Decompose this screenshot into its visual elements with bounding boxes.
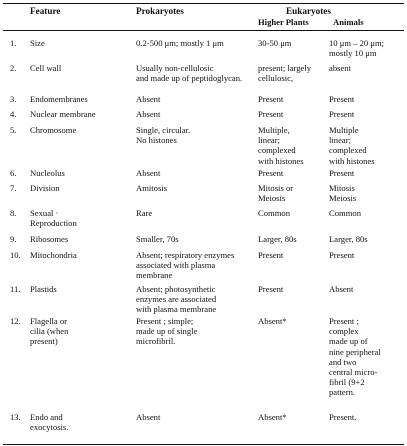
cell-plants: Present: [258, 109, 284, 119]
row-number: 3.: [10, 94, 17, 104]
cell-plants: present; largely: [258, 63, 312, 73]
cell-prok: Absent: [136, 94, 161, 104]
row-number: 8.: [10, 208, 17, 218]
cell-animals: linear;: [329, 135, 351, 146]
cell-animals: Mitosis: [329, 183, 355, 193]
cell-plants: complexed: [258, 145, 296, 156]
cell-feature: cilia (when: [30, 326, 69, 337]
row-number: 12.: [10, 316, 21, 326]
cell-prok: No histones: [136, 135, 177, 146]
cell-feature: Size: [30, 38, 45, 48]
cell-animals: with histones: [329, 155, 375, 166]
cell-prok: Absent; photosynthetic: [136, 284, 216, 294]
cell-feature: Chromosome: [30, 125, 77, 135]
cell-feature: Cell wall: [30, 63, 62, 73]
cell-feature: Endomembranes: [30, 94, 88, 104]
cell-animals: Absent: [329, 284, 354, 294]
cell-animals: Meiosis: [329, 193, 357, 204]
cell-feature: Sexual ·: [30, 208, 59, 218]
cell-feature: exocytosis.: [30, 422, 69, 433]
cell-animals: Present: [329, 94, 355, 104]
row-number: 13.: [10, 412, 21, 422]
cell-prok: 0.2-500 μm; mostly 1 μm: [136, 38, 224, 48]
cell-feature: present): [30, 336, 58, 347]
bottom-rule: [3, 444, 404, 445]
row-number: 5.: [10, 125, 17, 135]
cell-plants: Absent*: [258, 316, 287, 326]
cell-plants: cellulosic,: [258, 73, 294, 84]
row-number: 7.: [10, 183, 17, 193]
header-prokaryotes: Prokaryotes: [136, 6, 184, 16]
cell-plants: Present: [258, 284, 284, 294]
cell-animals: fibril (9+2: [329, 377, 365, 388]
header-rule: [3, 30, 404, 31]
cell-prok: Single, circular.: [136, 125, 191, 135]
cell-feature: Plastids: [30, 284, 57, 294]
cell-animals: Multiple: [329, 125, 359, 135]
cell-plants: with histones: [258, 155, 304, 166]
cell-plants: Mitosis or: [258, 183, 294, 193]
cell-plants: Common: [258, 208, 290, 218]
cell-prok: Absent; respiratory enzymes: [136, 250, 235, 260]
cell-animals: pattern.: [329, 387, 356, 398]
cell-feature: Flagella or: [30, 316, 67, 326]
cell-animals: 10 μm – 20 μm;: [329, 38, 385, 48]
cell-animals: Present: [329, 250, 355, 260]
cell-plants: Meiosis: [258, 193, 286, 204]
cell-animals: complexed: [329, 145, 367, 156]
cell-plants: Larger, 80s: [258, 234, 297, 244]
cell-feature: Endo and: [30, 412, 63, 422]
cell-prok: and made up of peptidoglycan.: [136, 73, 243, 84]
cell-prok: Absent: [136, 412, 161, 422]
cell-animals: Common: [329, 208, 361, 218]
header-animals: Animals: [333, 17, 364, 27]
cell-prok: Absent: [136, 109, 161, 119]
cell-prok: microfibril.: [136, 336, 176, 347]
row-number: 11.: [10, 284, 21, 294]
cell-prok: Usually non-cellulosic: [136, 63, 214, 73]
row-number: 10.: [10, 250, 21, 260]
cell-animals: nine peripheral: [329, 346, 381, 357]
cell-feature: Reproduction: [30, 218, 77, 229]
cell-plants: 30-50 μm: [258, 38, 292, 48]
row-number: 4.: [10, 109, 17, 119]
cell-prok: Amitosis: [136, 183, 168, 193]
cell-animals: Present.: [329, 412, 357, 422]
cell-prok: membrane: [136, 270, 173, 281]
cell-plants: Present: [258, 94, 284, 104]
row-number: 2.: [10, 63, 17, 73]
cell-prok: Present ; simple;: [136, 316, 194, 326]
cell-prok: enzymes are associated: [136, 294, 217, 305]
header-eukaryotes: Eukaryotes: [286, 6, 331, 16]
cell-animals: Larger, 80s: [329, 234, 368, 244]
row-number: 9.: [10, 234, 17, 244]
cell-feature: Division: [30, 183, 60, 193]
cell-feature: Nuclear membrane: [30, 109, 96, 119]
cell-prok: Smaller, 70s: [136, 234, 179, 244]
cell-prok: with plasma membrane: [136, 304, 217, 315]
cell-animals: mostly 10 μm: [329, 48, 377, 59]
header-higher-plants: Higher Plants: [258, 17, 309, 27]
cell-animals: Present: [329, 109, 355, 119]
cell-plants: Present: [258, 168, 284, 178]
cell-prok: associated with plasma: [136, 260, 216, 271]
cell-animals: and two: [329, 356, 357, 367]
cell-animals: central micro-: [329, 367, 378, 377]
row-number: 1.: [10, 38, 17, 48]
cell-feature: Ribosomes: [30, 234, 69, 244]
cell-plants: linear;: [258, 135, 280, 146]
cell-prok: made up of single: [136, 326, 198, 337]
cell-prok: Rare: [136, 208, 153, 218]
cell-plants: Multiple,: [258, 125, 290, 135]
cell-animals: complex: [329, 326, 359, 337]
header-feature: Feature: [30, 6, 61, 16]
cell-animals: absent: [329, 63, 351, 73]
row-number: 6.: [10, 168, 17, 178]
cell-feature: Mitochondria: [30, 250, 77, 260]
cell-prok: Absent: [136, 168, 161, 178]
top-rule: [3, 3, 404, 4]
cell-plants: Present: [258, 250, 284, 260]
cell-animals: Present: [329, 168, 355, 178]
cell-animals: Present ;: [329, 316, 359, 326]
cell-feature: Nucleolus: [30, 168, 65, 178]
cell-animals: made up of: [329, 336, 368, 347]
cell-plants: Absent*: [258, 412, 287, 422]
